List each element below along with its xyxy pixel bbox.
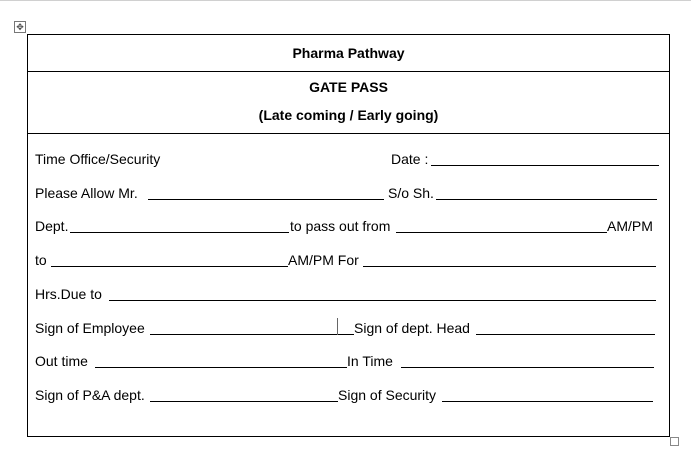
form-line-signatures	[35, 320, 661, 338]
purpose-blank[interactable]	[363, 266, 656, 267]
son-of-label: S/o Sh.	[388, 185, 434, 201]
father-name-blank[interactable]	[436, 199, 657, 200]
gate-pass-table	[27, 34, 670, 437]
sign-dept-head-label: Sign of dept. Head	[354, 320, 470, 336]
in-time-label: In Time	[347, 353, 393, 369]
dept-label: Dept.	[35, 218, 69, 234]
dept-blank[interactable]	[70, 232, 289, 233]
employee-name-blank[interactable]	[148, 199, 384, 200]
pass-out-time-blank[interactable]	[396, 232, 607, 233]
company-name: Pharma Pathway	[28, 35, 669, 72]
form-line-dept	[35, 218, 661, 236]
out-time-blank[interactable]	[95, 367, 347, 368]
form-line-to	[35, 252, 661, 270]
form-body	[28, 133, 669, 438]
form-line-time-office	[35, 151, 661, 169]
sign-employee-label: Sign of Employee	[35, 320, 145, 336]
sign-pa-label: Sign of P&A dept.	[35, 387, 145, 403]
date-label: Date :	[391, 151, 429, 167]
security-signature-blank[interactable]	[442, 401, 653, 402]
reason-blank[interactable]	[109, 300, 656, 301]
to-time-blank[interactable]	[51, 266, 288, 267]
date-blank[interactable]	[431, 165, 659, 166]
in-time-blank[interactable]	[401, 367, 654, 368]
pa-signature-blank[interactable]	[150, 401, 338, 402]
please-allow-label: Please Allow Mr.	[35, 185, 138, 201]
dept-head-signature-blank[interactable]	[476, 334, 655, 335]
hrs-due-label: Hrs.Due to	[35, 286, 102, 302]
ampm-label: AM/PM	[607, 218, 653, 234]
top-divider	[0, 0, 691, 1]
sign-security-label: Sign of Security	[338, 387, 437, 403]
table-move-handle-icon[interactable]: ✥	[14, 21, 26, 33]
to-label: to	[35, 252, 47, 268]
pass-out-label: to pass out from	[290, 218, 391, 234]
ampm-for-label: AM/PM For	[288, 252, 359, 268]
form-line-allow	[35, 185, 661, 203]
form-line-times	[35, 353, 661, 371]
form-line-hrs-due	[35, 286, 661, 304]
employee-signature-blank[interactable]	[150, 334, 354, 335]
text-cursor	[337, 318, 338, 335]
time-office-label: Time Office/Security	[35, 151, 161, 167]
gate-pass-subtitle: (Late coming / Early going)	[258, 107, 439, 123]
out-time-label: Out time	[35, 353, 88, 369]
title-cell	[28, 71, 669, 134]
table-resize-handle-icon[interactable]	[670, 437, 679, 446]
form-line-approvals	[35, 387, 661, 405]
gate-pass-title: GATE PASS	[309, 79, 388, 95]
